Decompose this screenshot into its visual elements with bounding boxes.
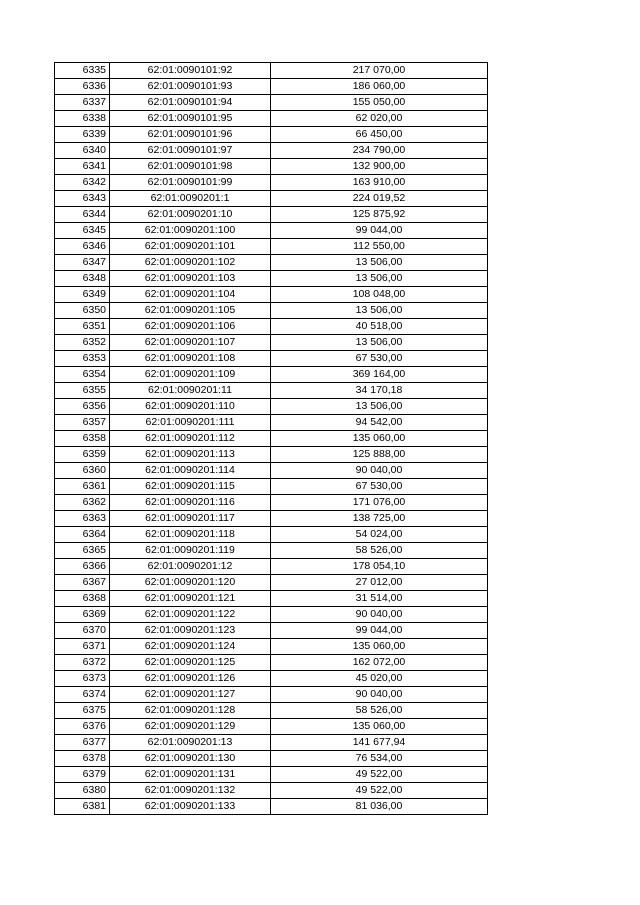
table-row	[55, 239, 488, 255]
table-row	[55, 543, 488, 559]
table-row	[55, 703, 488, 719]
row-number-cell: 6345	[55, 223, 110, 239]
cadastral-number-cell: 62:01:0090101:97	[110, 143, 271, 159]
cadastral-number-cell: 62:01:0090101:95	[110, 111, 271, 127]
cadastral-value-cell: 90 040,00	[271, 687, 488, 703]
cadastral-value-cell: 81 036,00	[271, 799, 488, 815]
cadastral-number-cell: 62:01:0090201:133	[110, 799, 271, 815]
row-number-cell: 6378	[55, 751, 110, 767]
row-number-cell: 6367	[55, 575, 110, 591]
row-number-cell: 6359	[55, 447, 110, 463]
cadastral-value-cell: 45 020,00	[271, 671, 488, 687]
row-number-cell: 6372	[55, 655, 110, 671]
cadastral-value-cell: 99 044,00	[271, 223, 488, 239]
cadastral-value-cell: 66 450,00	[271, 127, 488, 143]
table-row	[55, 319, 488, 335]
cadastral-number-cell: 62:01:0090201:123	[110, 623, 271, 639]
row-number-cell: 6341	[55, 159, 110, 175]
cadastral-number-cell: 62:01:0090201:101	[110, 239, 271, 255]
table-row	[55, 175, 488, 191]
cadastral-value-cell: 76 534,00	[271, 751, 488, 767]
cadastral-number-cell: 62:01:0090101:92	[110, 63, 271, 79]
table-row	[55, 479, 488, 495]
row-number-cell: 6362	[55, 495, 110, 511]
cadastral-number-cell: 62:01:0090201:106	[110, 319, 271, 335]
cadastral-number-cell: 62:01:0090201:1	[110, 191, 271, 207]
cadastral-number-cell: 62:01:0090201:113	[110, 447, 271, 463]
cadastral-value-cell: 34 170,18	[271, 383, 488, 399]
row-number-cell: 6335	[55, 63, 110, 79]
cadastral-value-cell: 58 526,00	[271, 543, 488, 559]
cadastral-number-cell: 62:01:0090201:104	[110, 287, 271, 303]
row-number-cell: 6342	[55, 175, 110, 191]
cadastral-value-cell: 234 790,00	[271, 143, 488, 159]
row-number-cell: 6339	[55, 127, 110, 143]
table-row	[55, 495, 488, 511]
cadastral-value-cell: 54 024,00	[271, 527, 488, 543]
row-number-cell: 6381	[55, 799, 110, 815]
cadastral-value-cell: 135 060,00	[271, 431, 488, 447]
cadastral-number-cell: 62:01:0090201:132	[110, 783, 271, 799]
row-number-cell: 6371	[55, 639, 110, 655]
row-number-cell: 6375	[55, 703, 110, 719]
table-row	[55, 623, 488, 639]
cadastral-number-cell: 62:01:0090201:131	[110, 767, 271, 783]
cadastral-number-cell: 62:01:0090201:115	[110, 479, 271, 495]
table-row	[55, 783, 488, 799]
row-number-cell: 6355	[55, 383, 110, 399]
cadastral-value-cell: 13 506,00	[271, 399, 488, 415]
row-number-cell: 6373	[55, 671, 110, 687]
cadastral-number-cell: 62:01:0090201:117	[110, 511, 271, 527]
row-number-cell: 6348	[55, 271, 110, 287]
row-number-cell: 6353	[55, 351, 110, 367]
cadastral-number-cell: 62:01:0090201:118	[110, 527, 271, 543]
table-row	[55, 303, 488, 319]
cadastral-value-cell: 155 050,00	[271, 95, 488, 111]
cadastral-value-cell: 67 530,00	[271, 479, 488, 495]
cadastral-number-cell: 62:01:0090201:129	[110, 719, 271, 735]
cadastral-number-cell: 62:01:0090201:110	[110, 399, 271, 415]
table-body	[55, 63, 488, 815]
cadastral-number-cell: 62:01:0090201:121	[110, 591, 271, 607]
cadastral-value-cell: 125 875,92	[271, 207, 488, 223]
row-number-cell: 6358	[55, 431, 110, 447]
cadastral-value-cell: 163 910,00	[271, 175, 488, 191]
cadastral-value-cell: 49 522,00	[271, 767, 488, 783]
table-row	[55, 527, 488, 543]
cadastral-number-cell: 62:01:0090201:112	[110, 431, 271, 447]
cadastral-number-cell: 62:01:0090201:127	[110, 687, 271, 703]
table-row	[55, 255, 488, 271]
row-number-cell: 6380	[55, 783, 110, 799]
cadastral-number-cell: 62:01:0090201:122	[110, 607, 271, 623]
table-row	[55, 111, 488, 127]
cadastral-value-cell: 62 020,00	[271, 111, 488, 127]
table-row	[55, 767, 488, 783]
cadastral-value-cell: 112 550,00	[271, 239, 488, 255]
table-row	[55, 639, 488, 655]
cadastral-number-cell: 62:01:0090201:116	[110, 495, 271, 511]
table-row	[55, 143, 488, 159]
cadastral-number-cell: 62:01:0090101:93	[110, 79, 271, 95]
cadastral-value-cell: 141 677,94	[271, 735, 488, 751]
row-number-cell: 6361	[55, 479, 110, 495]
table-row	[55, 79, 488, 95]
row-number-cell: 6368	[55, 591, 110, 607]
row-number-cell: 6366	[55, 559, 110, 575]
row-number-cell: 6364	[55, 527, 110, 543]
table-row	[55, 399, 488, 415]
row-number-cell: 6374	[55, 687, 110, 703]
cadastral-value-cell: 13 506,00	[271, 335, 488, 351]
cadastral-number-cell: 62:01:0090101:98	[110, 159, 271, 175]
cadastral-value-cell: 27 012,00	[271, 575, 488, 591]
cadastral-number-cell: 62:01:0090101:96	[110, 127, 271, 143]
cadastral-number-cell: 62:01:0090201:126	[110, 671, 271, 687]
table-row	[55, 735, 488, 751]
cadastral-value-cell: 90 040,00	[271, 463, 488, 479]
cadastral-value-cell: 94 542,00	[271, 415, 488, 431]
cadastral-value-cell: 99 044,00	[271, 623, 488, 639]
cadastral-number-cell: 62:01:0090201:107	[110, 335, 271, 351]
cadastral-value-cell: 13 506,00	[271, 303, 488, 319]
table-row	[55, 431, 488, 447]
table-row	[55, 383, 488, 399]
table-row	[55, 191, 488, 207]
row-number-cell: 6349	[55, 287, 110, 303]
cadastral-value-cell: 13 506,00	[271, 271, 488, 287]
table-row	[55, 207, 488, 223]
cadastral-value-cell: 171 076,00	[271, 495, 488, 511]
row-number-cell: 6377	[55, 735, 110, 751]
cadastral-value-cell: 108 048,00	[271, 287, 488, 303]
cadastral-value-cell: 40 518,00	[271, 319, 488, 335]
table-row	[55, 607, 488, 623]
cadastral-number-cell: 62:01:0090201:12	[110, 559, 271, 575]
row-number-cell: 6365	[55, 543, 110, 559]
cadastral-value-cell: 58 526,00	[271, 703, 488, 719]
row-number-cell: 6379	[55, 767, 110, 783]
cadastral-value-cell: 13 506,00	[271, 255, 488, 271]
table-row	[55, 287, 488, 303]
table-row	[55, 799, 488, 815]
table-row	[55, 655, 488, 671]
cadastral-value-cell: 49 522,00	[271, 783, 488, 799]
row-number-cell: 6346	[55, 239, 110, 255]
row-number-cell: 6360	[55, 463, 110, 479]
cadastral-value-cell: 67 530,00	[271, 351, 488, 367]
row-number-cell: 6357	[55, 415, 110, 431]
row-number-cell: 6343	[55, 191, 110, 207]
table-row	[55, 591, 488, 607]
table-row	[55, 719, 488, 735]
cadastral-value-cell: 162 072,00	[271, 655, 488, 671]
row-number-cell: 6354	[55, 367, 110, 383]
cadastral-value-cell: 132 900,00	[271, 159, 488, 175]
table-row	[55, 351, 488, 367]
row-number-cell: 6370	[55, 623, 110, 639]
cadastral-number-cell: 62:01:0090101:94	[110, 95, 271, 111]
cadastral-number-cell: 62:01:0090201:103	[110, 271, 271, 287]
cadastral-value-cell: 178 054,10	[271, 559, 488, 575]
cadastral-number-cell: 62:01:0090201:114	[110, 463, 271, 479]
row-number-cell: 6338	[55, 111, 110, 127]
cadastral-value-cell: 186 060,00	[271, 79, 488, 95]
cadastral-number-cell: 62:01:0090101:99	[110, 175, 271, 191]
row-number-cell: 6351	[55, 319, 110, 335]
cadastral-value-cell: 217 070,00	[271, 63, 488, 79]
table-row	[55, 559, 488, 575]
cadastral-number-cell: 62:01:0090201:108	[110, 351, 271, 367]
cadastral-number-cell: 62:01:0090201:100	[110, 223, 271, 239]
cadastral-value-cell: 369 164,00	[271, 367, 488, 383]
table-row	[55, 335, 488, 351]
cadastral-number-cell: 62:01:0090201:11	[110, 383, 271, 399]
table-row	[55, 271, 488, 287]
cadastral-number-cell: 62:01:0090201:124	[110, 639, 271, 655]
table-row	[55, 463, 488, 479]
cadastral-number-cell: 62:01:0090201:10	[110, 207, 271, 223]
row-number-cell: 6344	[55, 207, 110, 223]
row-number-cell: 6337	[55, 95, 110, 111]
table-row	[55, 415, 488, 431]
table-row	[55, 367, 488, 383]
cadastral-number-cell: 62:01:0090201:102	[110, 255, 271, 271]
table-row	[55, 511, 488, 527]
cadastral-value-cell: 224 019,52	[271, 191, 488, 207]
cadastral-value-cell: 135 060,00	[271, 719, 488, 735]
cadastral-value-cell: 31 514,00	[271, 591, 488, 607]
row-number-cell: 6352	[55, 335, 110, 351]
cadastral-value-table	[54, 62, 488, 815]
cadastral-number-cell: 62:01:0090201:111	[110, 415, 271, 431]
row-number-cell: 6356	[55, 399, 110, 415]
table-row	[55, 687, 488, 703]
table-row	[55, 127, 488, 143]
table-row	[55, 223, 488, 239]
row-number-cell: 6363	[55, 511, 110, 527]
table-row	[55, 447, 488, 463]
cadastral-number-cell: 62:01:0090201:120	[110, 575, 271, 591]
row-number-cell: 6340	[55, 143, 110, 159]
table-row	[55, 751, 488, 767]
cadastral-value-cell: 135 060,00	[271, 639, 488, 655]
cadastral-number-cell: 62:01:0090201:119	[110, 543, 271, 559]
cadastral-value-cell: 90 040,00	[271, 607, 488, 623]
cadastral-value-cell: 138 725,00	[271, 511, 488, 527]
cadastral-number-cell: 62:01:0090201:13	[110, 735, 271, 751]
table-row	[55, 95, 488, 111]
cadastral-number-cell: 62:01:0090201:128	[110, 703, 271, 719]
table-row	[55, 575, 488, 591]
cadastral-number-cell: 62:01:0090201:109	[110, 367, 271, 383]
row-number-cell: 6350	[55, 303, 110, 319]
row-number-cell: 6336	[55, 79, 110, 95]
row-number-cell: 6347	[55, 255, 110, 271]
cadastral-number-cell: 62:01:0090201:130	[110, 751, 271, 767]
table-row	[55, 63, 488, 79]
cadastral-value-cell: 125 888,00	[271, 447, 488, 463]
row-number-cell: 6376	[55, 719, 110, 735]
table-row	[55, 159, 488, 175]
table-row	[55, 671, 488, 687]
row-number-cell: 6369	[55, 607, 110, 623]
cadastral-number-cell: 62:01:0090201:125	[110, 655, 271, 671]
cadastral-number-cell: 62:01:0090201:105	[110, 303, 271, 319]
